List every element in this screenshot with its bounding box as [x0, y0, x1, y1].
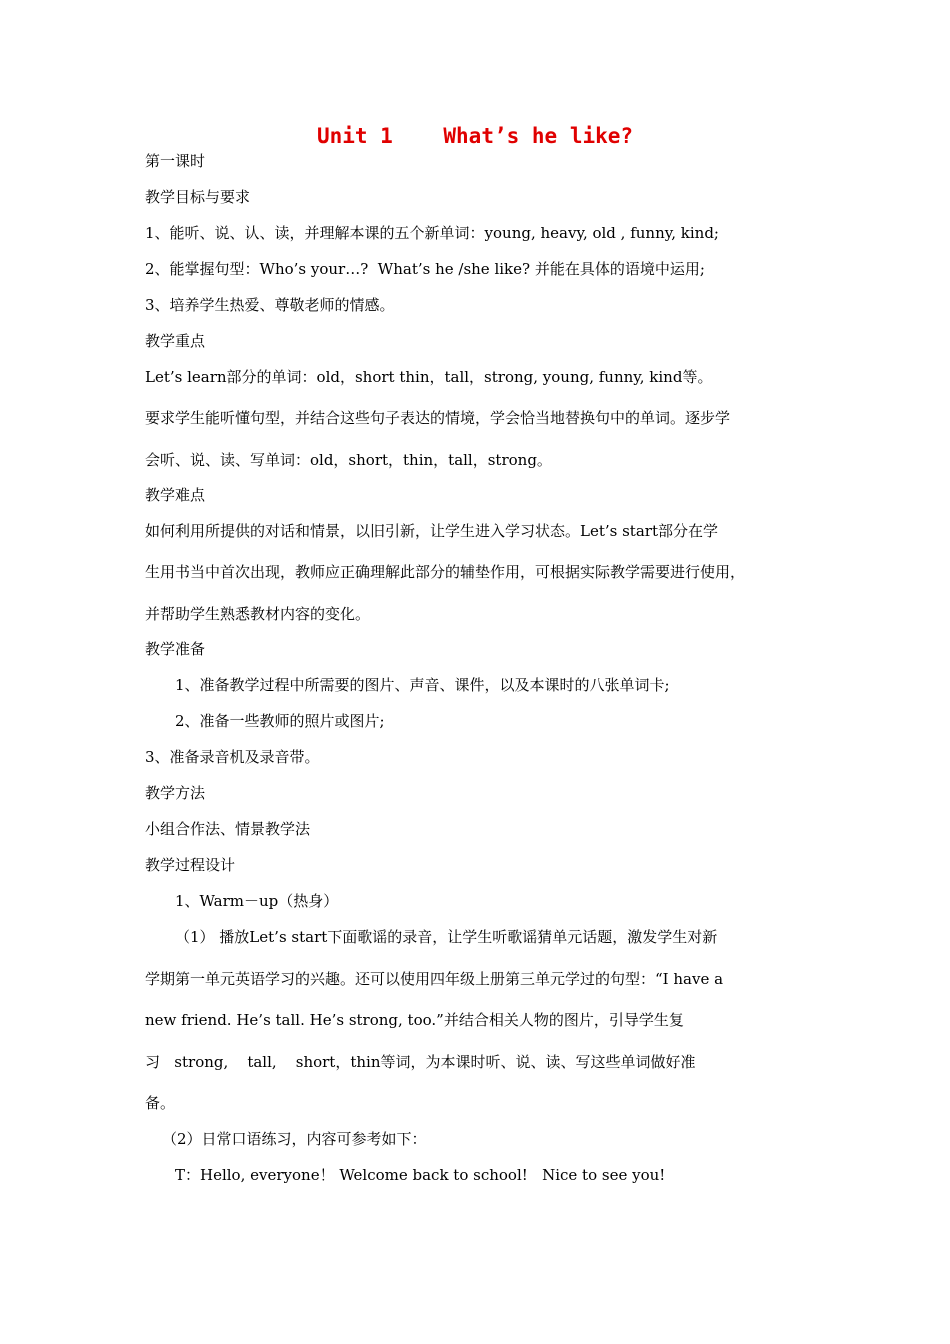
difficulty-heading: 教学难点 [145, 486, 206, 504]
lesson-label: 第一课时 [145, 152, 206, 170]
document-title: Unit 1 What’s he like? [316, 124, 634, 148]
process-line: 学期第一单元英语学习的兴趣。还可以使用四年级上册第三单元学过的句型：“I have a [145, 970, 724, 988]
key-points-line: 会听、说、读、写单词：old，short，thin，tall，strong。 [145, 451, 552, 469]
process-line: 备。 [145, 1094, 176, 1112]
preparation-item: 3、准备录音机及录音带。 [145, 748, 320, 766]
process-line: T：Hello, everyone！ Welcome back to school! Nice to see you! [175, 1166, 666, 1184]
process-line: （2）日常口语练习，内容可参考如下： [162, 1130, 427, 1148]
objective-item: 3、培养学生热爱、尊敬老师的情感。 [145, 296, 395, 314]
preparation-heading: 教学准备 [145, 640, 206, 658]
key-points-line: Let’s learn部分的单词：old，short thin，tall，strong, young, funny, kind等。 [145, 368, 713, 386]
method-heading: 教学方法 [145, 784, 206, 802]
objectives-heading: 教学目标与要求 [145, 188, 251, 206]
difficulty-line: 并帮助学生熟悉教材内容的变化。 [145, 605, 371, 623]
process-heading: 教学过程设计 [145, 856, 236, 874]
key-points-heading: 教学重点 [145, 332, 206, 350]
objective-item: 1、能听、说、认、读，并理解本课的五个新单词：young, heavy, old , funny, kind; [145, 224, 719, 242]
objective-item: 2、能掌握句型：Who’s your…? What’s he /she like? 并能在具体的语境中运用; [145, 260, 705, 278]
method-text: 小组合作法、情景教学法 [145, 820, 311, 838]
difficulty-line: 如何利用所提供的对话和情景，以旧引新，让学生进入学习状态。Let’s start部分在学 [145, 522, 718, 540]
preparation-item: 1、准备教学过程中所需要的图片、声音、课件，以及本课时的八张单词卡; [175, 676, 670, 694]
preparation-item: 2、准备一些教师的照片或图片; [175, 712, 385, 730]
process-line: 习 strong, tall, short，thin等词，为本课时听、说、读、写这些单词做好准 [145, 1053, 696, 1071]
process-line: （1） 播放Let’s start下面歌谣的录音，让学生听歌谣猜单元话题，激发学生对新 [175, 928, 718, 946]
difficulty-line: 生用书当中首次出现，教师应正确理解此部分的辅垫作用，可根据实际教学需要进行使用， [145, 563, 746, 581]
process-line: 1、Warm－up（热身） [175, 892, 339, 910]
key-points-line: 要求学生能听懂句型，并结合这些句子表达的情境，学会恰当地替换句中的单词。逐步学 [145, 409, 731, 427]
process-line: new friend. He’s tall. He’s strong, too.”并结合相关人物的图片，引导学生复 [145, 1011, 684, 1029]
